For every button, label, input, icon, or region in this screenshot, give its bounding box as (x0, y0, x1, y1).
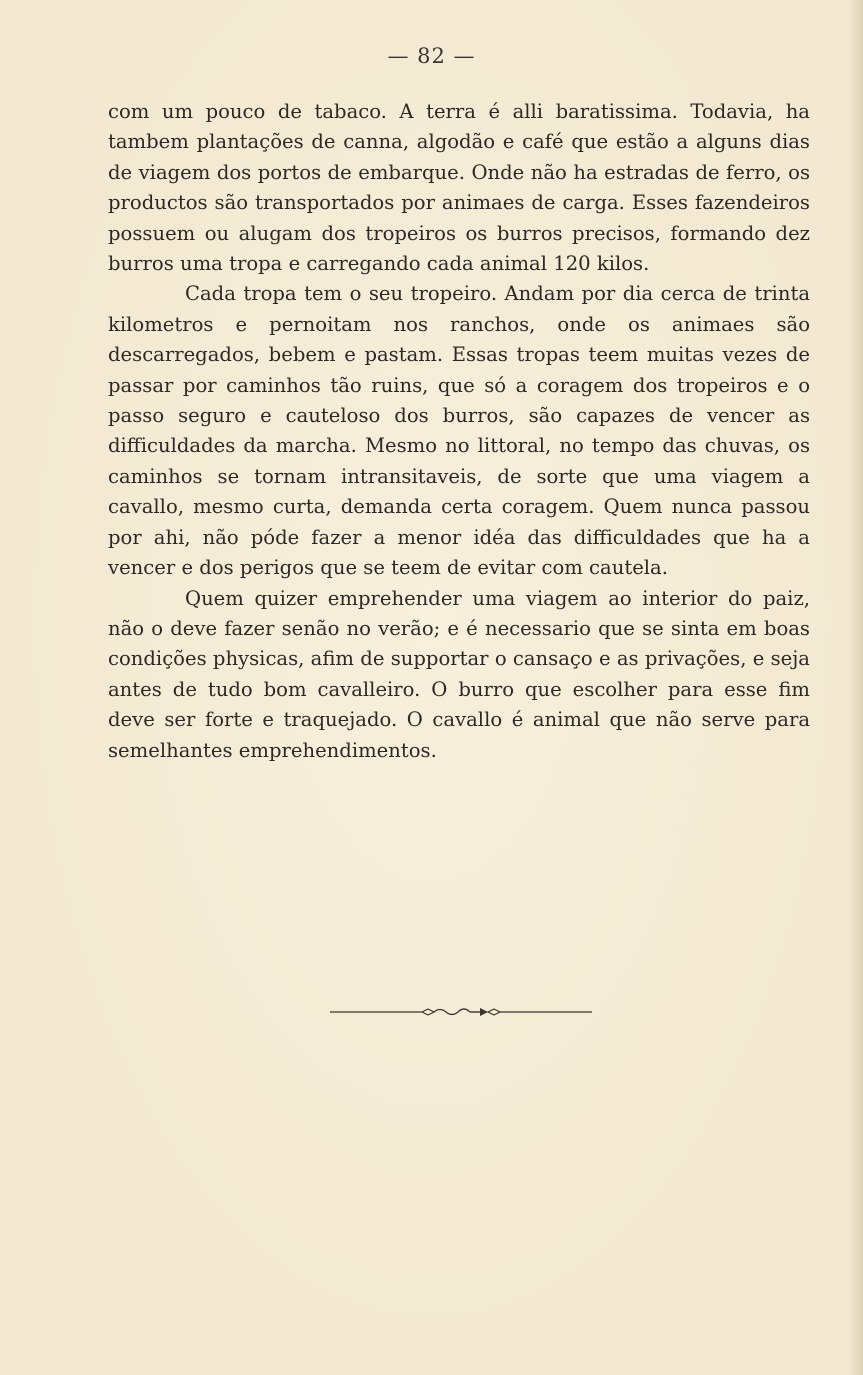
tailpiece-ornament-icon (330, 1003, 592, 1021)
paragraph-3: Quem quizer emprehender uma viagem ao interior do paiz, não o deve fazer senão no verão; e é necessario que se sinta em boas condições physicas, afim de supportar o cansaço e as privações, e seja antes de tudo bom cavalleiro. O burro que escolher para esse fim deve ser forte e traquejado. O cavallo é animal que não serve para semelhantes emprehendimentos. (108, 586, 810, 762)
page-edge-shadow (849, 0, 863, 1375)
body-text (108, 97, 810, 766)
paragraph-1: com um pouco de tabaco. A terra é alli baratissima. Todavia, ha tambem plantações de canna, algodão e café que estão a alguns dias de viagem dos portos de embarque. Onde não ha estradas de ferro, os productos são transportados por animaes de carga. Esses fazendeiros possuem ou alugam dos tropeiros os burros precisos, formando dez burros uma tropa e carregando cada animal 120 kilos. (108, 100, 810, 276)
page-number: — 82 — (387, 44, 476, 68)
paragraph-2: Cada tropa tem o seu tropeiro. Andam por dia cerca de trinta kilometros e pernoitam nos ranchos, onde os animaes são descarregados, bebem e pastam. Essas tropas teem muitas vezes de passar por caminhos tão ruins, que só a coragem dos tropeiros e o passo seguro e cauteloso dos burros, são capazes de vencer as difficuldades da marcha. Mesmo no littoral, no tempo das chuvas, os caminhos se tornam intransitaveis, de sorte que uma viagem a cavallo, mesmo curta, demanda certa coragem. Quem nunca passou por ahi, não póde fazer a menor idéa das difficuldades que ha a vencer e dos perigos que se teem de evitar com cautela. (108, 282, 810, 580)
